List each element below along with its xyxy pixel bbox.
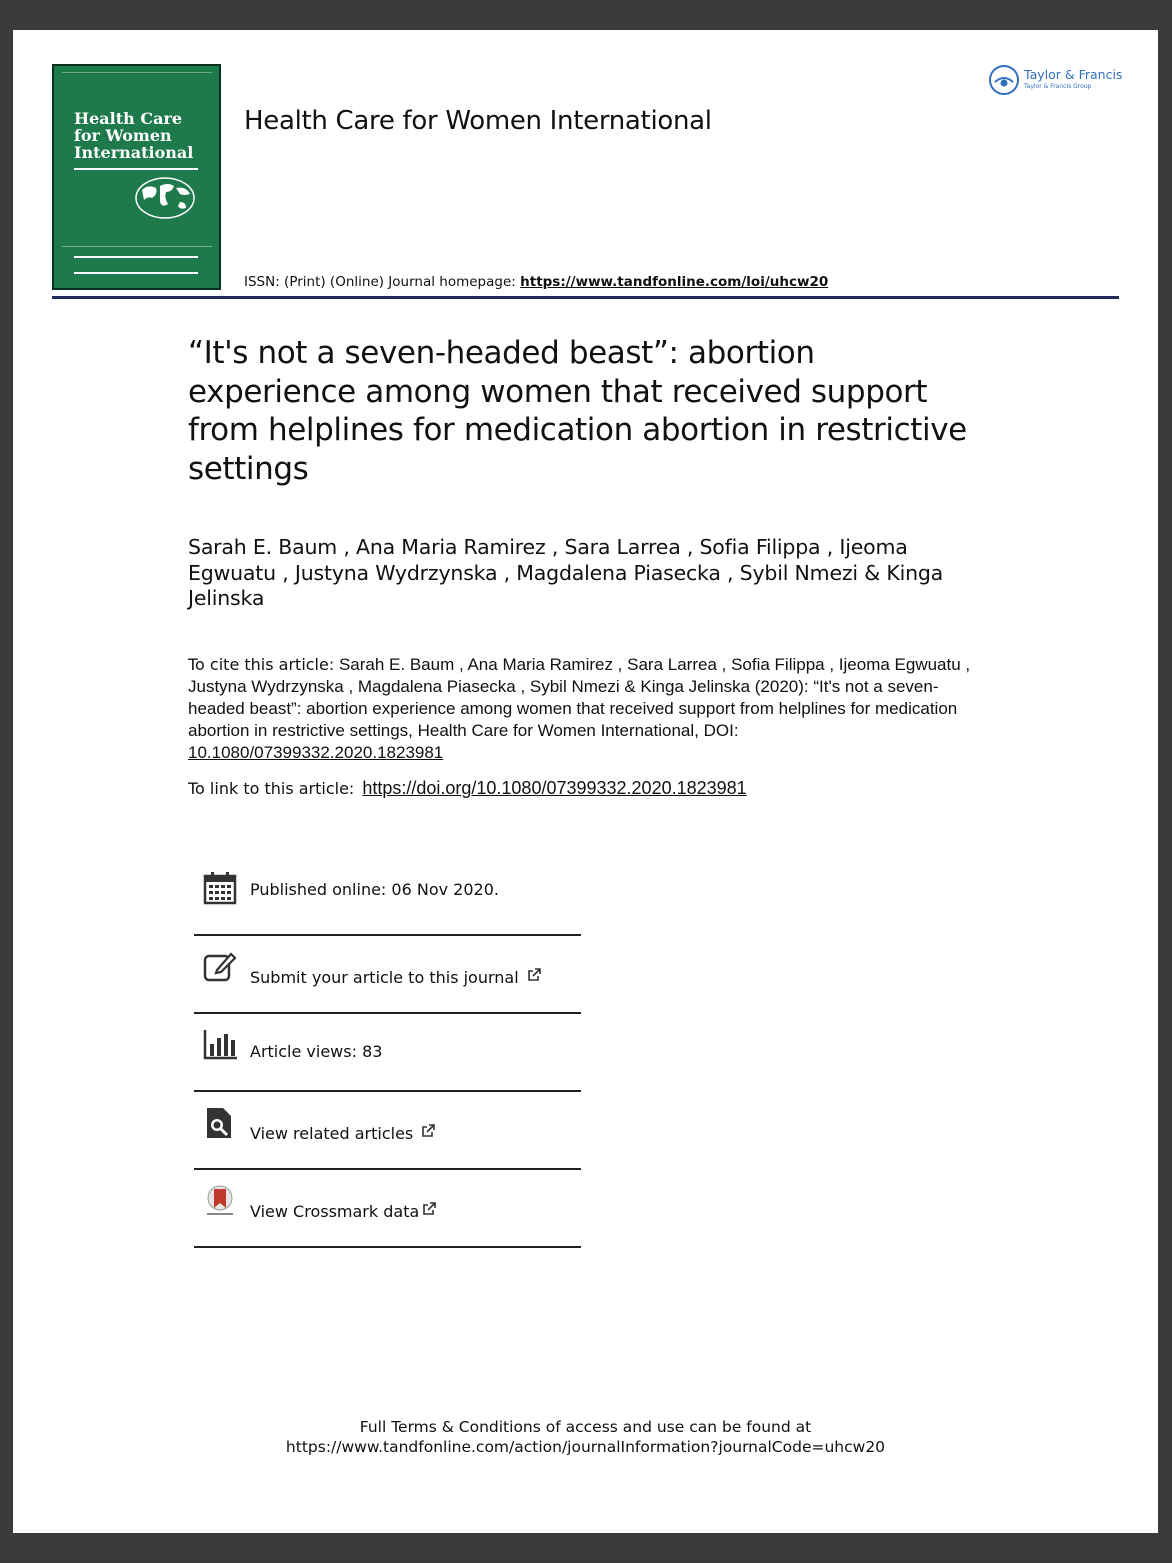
publisher-name: Taylor & Francis (1024, 67, 1123, 82)
article-link-block (188, 777, 988, 800)
terms-url[interactable]: https://www.tandfonline.com/action/journalInformation?journalCode=uhcw20 (285, 1438, 886, 1456)
cite-text: Sarah E. Baum , Ana Maria Ramirez , Sara Larrea , Sofia Filippa , Ijeoma Egwuatu , Justyna Wydrzynska , Magdalena Piasecka , Sybil Nmezi & Kinga Jelinska (2020): “It's not a seven-headed beast”: abortion experience among women that received support from helplines for medication abortion in restrictive settings, Health Care for Women International, DOI: (188, 655, 971, 740)
cover-title: Health Care for Women International (74, 109, 194, 162)
related-articles-link[interactable] (250, 1124, 435, 1143)
taylor-francis-logo-icon (988, 64, 1020, 96)
cover-rule (74, 256, 198, 258)
terms-footer (13, 1417, 1158, 1457)
submit-article-label: Submit your article to this journal (250, 968, 519, 987)
cover-rule (74, 272, 198, 274)
crossmark-icon (203, 1184, 237, 1218)
published-online-row (194, 857, 581, 936)
cite-label: To cite this article: (188, 655, 335, 674)
article-title: “It's not a seven-headed beast”: abortion experience among women that received support from helplines for medication abortion in restrictive settings (188, 335, 967, 487)
cover-text-line (62, 246, 212, 251)
header-divider (52, 296, 1119, 299)
article-doi-link[interactable]: https://doi.org/10.1080/07399332.2020.1823981 (362, 778, 747, 798)
calendar-icon (203, 871, 237, 905)
external-link-icon (527, 968, 541, 982)
cite-doi-link[interactable]: 10.1080/07399332.2020.1823981 (188, 743, 444, 762)
journal-name: Health Care for Women International (244, 106, 712, 136)
related-articles-row[interactable] (194, 1092, 581, 1170)
edit-icon (203, 950, 237, 984)
globe-icon (134, 176, 196, 220)
external-link-icon (421, 1124, 435, 1138)
crossmark-row[interactable] (194, 1170, 581, 1248)
article-info-list (194, 857, 581, 1248)
publisher-group: Taylor & Francis Group (1024, 83, 1092, 90)
search-document-icon (203, 1106, 237, 1140)
terms-line: Full Terms & Conditions of access and use can be found at (359, 1418, 812, 1436)
related-articles-label: View related articles (250, 1124, 414, 1143)
crossmark-link[interactable] (250, 1202, 436, 1221)
issn-line (244, 274, 828, 290)
cover-rule (74, 168, 198, 170)
submit-article-row[interactable] (194, 936, 581, 1014)
pdf-page (13, 30, 1158, 1533)
citation-block (188, 654, 988, 764)
publisher-logo (988, 64, 1128, 98)
article-authors: Sarah E. Baum , Ana Maria Ramirez , Sara Larrea , Sofia Filippa , Ijeoma Egwuatu , Justyna Wydrzynska , Magdalena Piasecka , Sybil Nmezi & Kinga Jelinska (188, 535, 944, 610)
article-views-text: Article views: 83 (250, 1042, 383, 1061)
link-label: To link to this article: (188, 779, 355, 798)
published-online-text: Published online: 06 Nov 2020. (250, 880, 499, 899)
bar-chart-icon (203, 1028, 237, 1062)
external-link-icon (422, 1202, 436, 1216)
article-views-row (194, 1014, 581, 1092)
journal-homepage-link[interactable]: https://www.tandfonline.com/loi/uhcw20 (520, 274, 829, 290)
cover-top-line (62, 72, 212, 76)
issn-label: ISSN: (Print) (Online) Journal homepage: (244, 274, 521, 290)
crossmark-label: View Crossmark data (250, 1202, 420, 1221)
submit-article-link[interactable] (250, 968, 541, 987)
journal-cover-image (52, 64, 221, 290)
